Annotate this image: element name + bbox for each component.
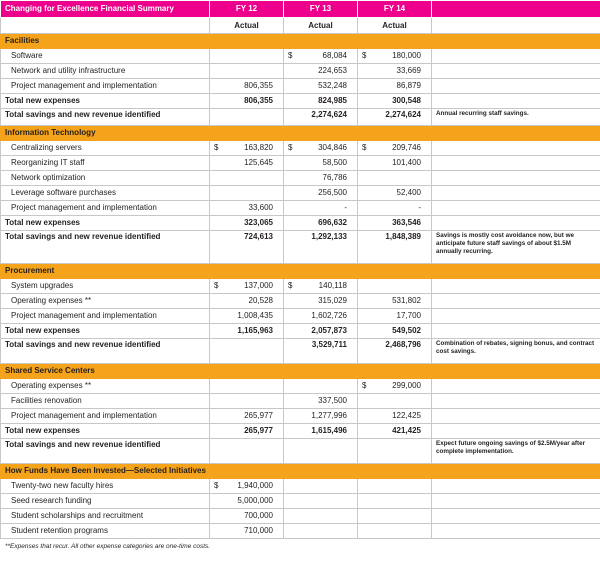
note-cell <box>432 509 600 524</box>
section-title: Information Technology <box>1 126 600 141</box>
savings-value <box>210 439 284 464</box>
total-value: 300,548 <box>358 94 432 109</box>
value-cell <box>358 186 432 201</box>
amount: 101,400 <box>392 158 421 167</box>
currency-symbol: $ <box>362 381 367 390</box>
note-cell <box>432 279 600 294</box>
savings-row <box>1 231 600 264</box>
note-cell <box>432 394 600 409</box>
value-cell <box>210 494 284 509</box>
amount: 122,425 <box>392 411 421 420</box>
row-label: Centralizing servers <box>1 141 210 156</box>
note-cell <box>432 479 600 494</box>
amount: 140,118 <box>318 281 347 290</box>
actual-label: Actual <box>210 18 284 34</box>
note-cell <box>432 171 600 186</box>
amount: 137,000 <box>244 281 273 290</box>
savings-row <box>1 109 600 126</box>
savings-note: Expect future ongoing savings of $2.5M/year after complete implementation. <box>432 439 600 464</box>
value-cell <box>284 394 358 409</box>
section-header <box>1 34 600 49</box>
value-cell <box>210 409 284 424</box>
value-cell <box>210 79 284 94</box>
table-row <box>1 309 600 324</box>
currency-symbol: $ <box>288 281 293 290</box>
value-cell <box>284 156 358 171</box>
table-row <box>1 524 600 539</box>
currency-symbol: $ <box>362 51 367 60</box>
value-cell <box>210 201 284 216</box>
table-row <box>1 509 600 524</box>
total-value: 824,985 <box>284 94 358 109</box>
note-cell <box>432 494 600 509</box>
value-cell <box>358 64 432 79</box>
table-title: Changing for Excellence Financial Summary <box>1 1 210 18</box>
table-row <box>1 479 600 494</box>
savings-label: Total savings and new revenue identified <box>1 439 210 464</box>
value-cell <box>358 509 432 524</box>
value-cell <box>358 171 432 186</box>
total-label: Total new expenses <box>1 324 210 339</box>
section-header <box>1 464 600 479</box>
value-cell <box>210 279 284 294</box>
amount: 304,846 <box>318 143 347 152</box>
currency-symbol: $ <box>288 51 293 60</box>
value-cell <box>284 171 358 186</box>
total-value: 265,977 <box>210 424 284 439</box>
table-row <box>1 201 600 216</box>
amount: 125,645 <box>244 158 273 167</box>
amount: 58,500 <box>322 158 347 167</box>
actual-label: Actual <box>358 18 432 34</box>
amount: 86,879 <box>396 81 421 90</box>
section-title: Procurement <box>1 264 600 279</box>
total-label: Total new expenses <box>1 94 210 109</box>
value-cell <box>210 509 284 524</box>
value-cell <box>358 494 432 509</box>
note-cell <box>432 294 600 309</box>
savings-value: 1,292,133 <box>284 231 358 264</box>
value-cell <box>284 309 358 324</box>
savings-label: Total savings and new revenue identified <box>1 231 210 264</box>
table-row <box>1 156 600 171</box>
row-label: Seed research funding <box>1 494 210 509</box>
note-cell <box>432 156 600 171</box>
amount: 256,500 <box>318 188 347 197</box>
amount: 224,653 <box>318 66 347 75</box>
amount: 163,820 <box>244 143 273 152</box>
row-label: Reorganizing IT staff <box>1 156 210 171</box>
savings-note: Savings is mostly cost avoidance now, but we anticipate future staff savings of about $1.5M annually recurring. <box>432 231 600 264</box>
value-cell <box>210 141 284 156</box>
row-label: Leverage software purchases <box>1 186 210 201</box>
note-cell <box>432 141 600 156</box>
amount: - <box>344 203 347 212</box>
row-label: Student retention programs <box>1 524 210 539</box>
savings-value: 2,274,624 <box>284 109 358 126</box>
row-label: Operating expenses ** <box>1 379 210 394</box>
value-cell <box>358 279 432 294</box>
note-cell <box>432 201 600 216</box>
amount: 1,277,996 <box>311 411 347 420</box>
section-header <box>1 264 600 279</box>
row-label: Network optimization <box>1 171 210 186</box>
note-cell <box>432 94 600 109</box>
note-cell <box>432 379 600 394</box>
note-cell <box>432 424 600 439</box>
footnote: **Expenses that recur. All other expense categories are one-time costs. <box>5 543 211 550</box>
savings-value: 3,529,711 <box>284 339 358 364</box>
total-expenses-row <box>1 94 600 109</box>
row-label: System upgrades <box>1 279 210 294</box>
row-label: Twenty-two new faculty hires <box>1 479 210 494</box>
amount: 531,802 <box>392 296 421 305</box>
row-label: Facilities renovation <box>1 394 210 409</box>
savings-value <box>210 109 284 126</box>
amount: 76,786 <box>322 173 347 182</box>
amount: 209,746 <box>392 143 421 152</box>
total-value: 2,057,873 <box>284 324 358 339</box>
blank-cell <box>432 18 600 34</box>
value-cell <box>284 509 358 524</box>
section-header <box>1 126 600 141</box>
savings-value <box>358 439 432 464</box>
table-row <box>1 171 600 186</box>
amount: 1,602,726 <box>311 311 347 320</box>
row-label: Project management and implementation <box>1 309 210 324</box>
total-value: 323,065 <box>210 216 284 231</box>
total-value: 696,632 <box>284 216 358 231</box>
currency-symbol: $ <box>214 281 219 290</box>
amount: 700,000 <box>244 511 273 520</box>
value-cell <box>210 479 284 494</box>
total-value: 1,165,963 <box>210 324 284 339</box>
row-label: Operating expenses ** <box>1 294 210 309</box>
amount: 52,400 <box>396 188 421 197</box>
actual-label: Actual <box>284 18 358 34</box>
value-cell <box>284 279 358 294</box>
value-cell <box>210 49 284 64</box>
table-row <box>1 64 600 79</box>
amount: 180,000 <box>392 51 421 60</box>
table-row <box>1 279 600 294</box>
value-cell <box>358 294 432 309</box>
note-cell <box>432 49 600 64</box>
amount: 1,940,000 <box>237 481 273 490</box>
table-row <box>1 186 600 201</box>
savings-note: Combination of rebates, signing bonus, and contract cost savings. <box>432 339 600 364</box>
value-cell <box>358 201 432 216</box>
amount: 337,500 <box>318 396 347 405</box>
value-cell <box>284 524 358 539</box>
savings-label: Total savings and new revenue identified <box>1 109 210 126</box>
amount: 265,977 <box>244 411 273 420</box>
value-cell <box>284 479 358 494</box>
value-cell <box>358 479 432 494</box>
note-cell <box>432 186 600 201</box>
value-cell <box>284 409 358 424</box>
table-row <box>1 294 600 309</box>
row-label: Student scholarships and recruitment <box>1 509 210 524</box>
value-cell <box>358 141 432 156</box>
value-cell <box>284 49 358 64</box>
savings-value <box>284 439 358 464</box>
savings-label: Total savings and new revenue identified <box>1 339 210 364</box>
value-cell <box>210 394 284 409</box>
value-cell <box>358 524 432 539</box>
value-cell <box>210 294 284 309</box>
table-row <box>1 394 600 409</box>
row-label: Project management and implementation <box>1 79 210 94</box>
table-row <box>1 379 600 394</box>
fiscal-year-header: FY 12 <box>210 1 284 18</box>
value-cell <box>284 64 358 79</box>
value-cell <box>284 494 358 509</box>
section-title: Facilities <box>1 34 600 49</box>
savings-value: 2,274,624 <box>358 109 432 126</box>
amount: 299,000 <box>392 381 421 390</box>
value-cell <box>210 309 284 324</box>
amount: 532,248 <box>318 81 347 90</box>
subheader-row <box>1 18 600 34</box>
savings-value: 724,613 <box>210 231 284 264</box>
value-cell <box>358 49 432 64</box>
savings-value: 2,468,796 <box>358 339 432 364</box>
amount: 1,008,435 <box>237 311 273 320</box>
section-title: How Funds Have Been Invested—Selected Initiatives <box>1 464 600 479</box>
currency-symbol: $ <box>214 143 219 152</box>
value-cell <box>358 394 432 409</box>
total-value: 421,425 <box>358 424 432 439</box>
row-label: Project management and implementation <box>1 409 210 424</box>
amount: 33,669 <box>396 66 421 75</box>
table-row <box>1 494 600 509</box>
fiscal-year-header: FY 13 <box>284 1 358 18</box>
header-row <box>1 1 600 18</box>
savings-value <box>210 339 284 364</box>
value-cell <box>358 409 432 424</box>
amount: 17,700 <box>396 311 421 320</box>
value-cell <box>210 171 284 186</box>
total-value: 363,546 <box>358 216 432 231</box>
value-cell <box>210 186 284 201</box>
savings-note: Annual recurring staff savings. <box>432 109 600 126</box>
value-cell <box>210 64 284 79</box>
currency-symbol: $ <box>288 143 293 152</box>
value-cell <box>284 141 358 156</box>
table-row <box>1 409 600 424</box>
value-cell <box>284 201 358 216</box>
amount: 33,600 <box>248 203 273 212</box>
savings-row <box>1 439 600 464</box>
currency-symbol: $ <box>362 143 367 152</box>
row-label: Project management and implementation <box>1 201 210 216</box>
note-cell <box>432 324 600 339</box>
fiscal-year-header: FY 14 <box>358 1 432 18</box>
row-label: Software <box>1 49 210 64</box>
table-row <box>1 79 600 94</box>
total-value: 549,502 <box>358 324 432 339</box>
total-expenses-row <box>1 424 600 439</box>
amount: 315,029 <box>318 296 347 305</box>
value-cell <box>358 79 432 94</box>
total-label: Total new expenses <box>1 424 210 439</box>
value-cell <box>284 294 358 309</box>
notes-header <box>432 1 600 18</box>
note-cell <box>432 216 600 231</box>
blank-cell <box>1 18 210 34</box>
value-cell <box>210 379 284 394</box>
value-cell <box>284 379 358 394</box>
amount: 5,000,000 <box>237 496 273 505</box>
value-cell <box>284 186 358 201</box>
amount: 20,528 <box>248 296 273 305</box>
amount: 806,355 <box>244 81 273 90</box>
total-value: 806,355 <box>210 94 284 109</box>
value-cell <box>210 524 284 539</box>
savings-value: 1,848,389 <box>358 231 432 264</box>
currency-symbol: $ <box>214 481 219 490</box>
amount: - <box>418 203 421 212</box>
note-cell <box>432 309 600 324</box>
amount: 710,000 <box>244 526 273 535</box>
total-value: 1,615,496 <box>284 424 358 439</box>
note-cell <box>432 409 600 424</box>
note-cell <box>432 524 600 539</box>
row-label: Network and utility infrastructure <box>1 64 210 79</box>
total-label: Total new expenses <box>1 216 210 231</box>
value-cell <box>358 379 432 394</box>
note-cell <box>432 64 600 79</box>
total-expenses-row <box>1 216 600 231</box>
table-row <box>1 141 600 156</box>
note-cell <box>432 79 600 94</box>
value-cell <box>358 309 432 324</box>
section-header <box>1 364 600 379</box>
value-cell <box>358 156 432 171</box>
section-title: Shared Service Centers <box>1 364 600 379</box>
value-cell <box>284 79 358 94</box>
amount: 68,084 <box>322 51 347 60</box>
table-row <box>1 49 600 64</box>
value-cell <box>210 156 284 171</box>
total-expenses-row <box>1 324 600 339</box>
savings-row <box>1 339 600 364</box>
